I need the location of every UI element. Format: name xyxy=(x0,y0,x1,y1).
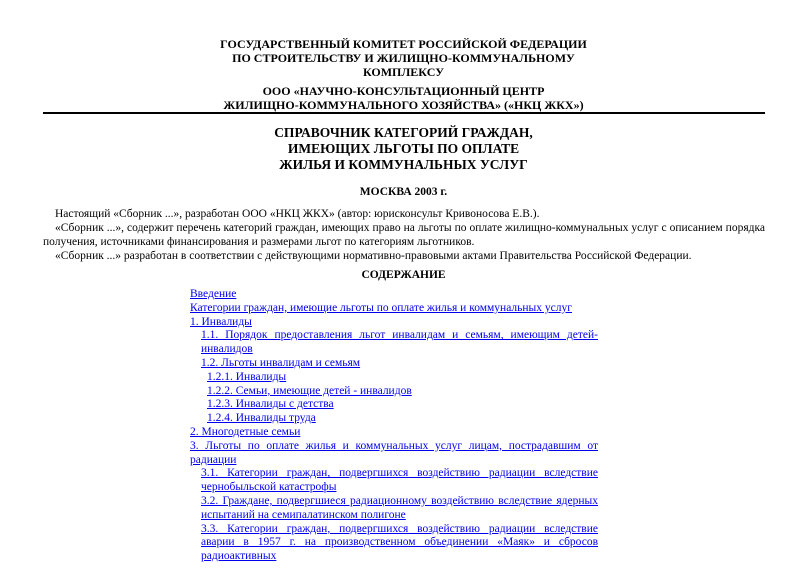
org-name-line-3: КОМПЛЕКСУ xyxy=(362,65,445,79)
header-divider xyxy=(43,112,765,114)
toc-link-categories[interactable]: Категории граждан, имеющие льготы по оплате жилья и коммунальных услуг xyxy=(190,301,572,314)
toc-link-1-2-1-disabled[interactable]: 1.2.1. Инвалиды xyxy=(207,370,287,383)
toc-link-1-1-procedure[interactable]: 1.1. Порядок предоставления льгот инвалидам и семьям, имеющим детей-инвалидов xyxy=(201,329,598,356)
toc-heading: СОДЕРЖАНИЕ xyxy=(361,269,446,281)
intro-section xyxy=(43,207,765,263)
publication-date: МОСКВА 2003 г. xyxy=(359,186,448,198)
intro-paragraph-3: «Сборник ...» разработан в соответствии с действующими нормативно-правовыми актами Правительства Российской Федерации. xyxy=(55,250,692,262)
document-title-line-3: ЖИЛЬЯ И КОММУНАЛЬНЫХ УСЛУГ xyxy=(279,157,528,172)
toc-link-2-large-families[interactable]: 2. Многодетные семьи xyxy=(190,425,301,438)
document-title-line-1: СПРАВОЧНИК КАТЕГОРИЙ ГРАЖДАН, xyxy=(274,125,533,140)
toc-link-3-3-mayak[interactable]: 3.3. Категории граждан, подвергшихся воздействию радиации вследствие аварии в 1957 г. на производственном объединении «Маяк» и сбросов радиоактивных xyxy=(201,522,598,563)
toc-link-1-2-2-families[interactable]: 1.2.2. Семьи, имеющие детей - инвалидов xyxy=(207,384,412,397)
toc-link-1-2-3-childhood[interactable]: 1.2.3. Инвалиды с детства xyxy=(207,398,334,411)
toc-link-1-disabled[interactable]: 1. Инвалиды xyxy=(190,315,252,328)
toc-link-1-2-benefits[interactable]: 1.2. Льготы инвалидам и семьям xyxy=(201,356,361,369)
table-of-contents xyxy=(190,288,598,564)
center-name-line-2: ЖИЛИЩНО-КОММУНАЛЬНОГО ХОЗЯЙСТВА» («НКЦ ЖКХ») xyxy=(223,98,584,112)
center-name-line-1: ООО «НАУЧНО-КОНСУЛЬТАЦИОННЫЙ ЦЕНТР xyxy=(262,84,545,98)
org-name-line-2: ПО СТРОИТЕЛЬСТВУ И ЖИЛИЩНО-КОММУНАЛЬНОМУ xyxy=(232,51,575,65)
toc-link-1-2-4-labor[interactable]: 1.2.4. Инвалиды труда xyxy=(207,412,316,425)
toc-link-introduction[interactable]: Введение xyxy=(190,288,237,300)
toc-link-3-2-semipalatinsk[interactable]: 3.2. Граждане, подвергшиеся радиационному воздействию вследствие ядерных испытаний на семипалатинском полигоне xyxy=(201,494,598,521)
toc-link-3-1-chernobyl[interactable]: 3.1. Категории граждан, подвергшихся воздействию радиации вследствие чернобыльской катастрофы xyxy=(201,467,598,494)
document-title-line-2: ИМЕЮЩИХ ЛЬГОТЫ ПО ОПЛАТЕ xyxy=(287,141,520,156)
intro-paragraph-1: Настоящий «Сборник ...», разработан ООО «НКЦ ЖКХ» (автор: юрисконсульт Кривоносова Е.В.). xyxy=(55,208,540,220)
org-name-line-1: ГОСУДАРСТВЕННЫЙ КОМИТЕТ РОССИЙСКОЙ ФЕДЕРАЦИИ xyxy=(220,37,587,51)
intro-paragraph-2: «Сборник ...», содержит перечень категорий граждан, имеющих право на льготы по оплате жилищно-коммунальных услуг с описанием порядка получения, источниками финансирования и размерами льгот по категориям льготников. xyxy=(43,222,765,248)
toc-link-3-radiation[interactable]: 3. Льготы по оплате жилья и коммунальных услуг лицам, пострадавшим от радиации xyxy=(190,439,598,466)
